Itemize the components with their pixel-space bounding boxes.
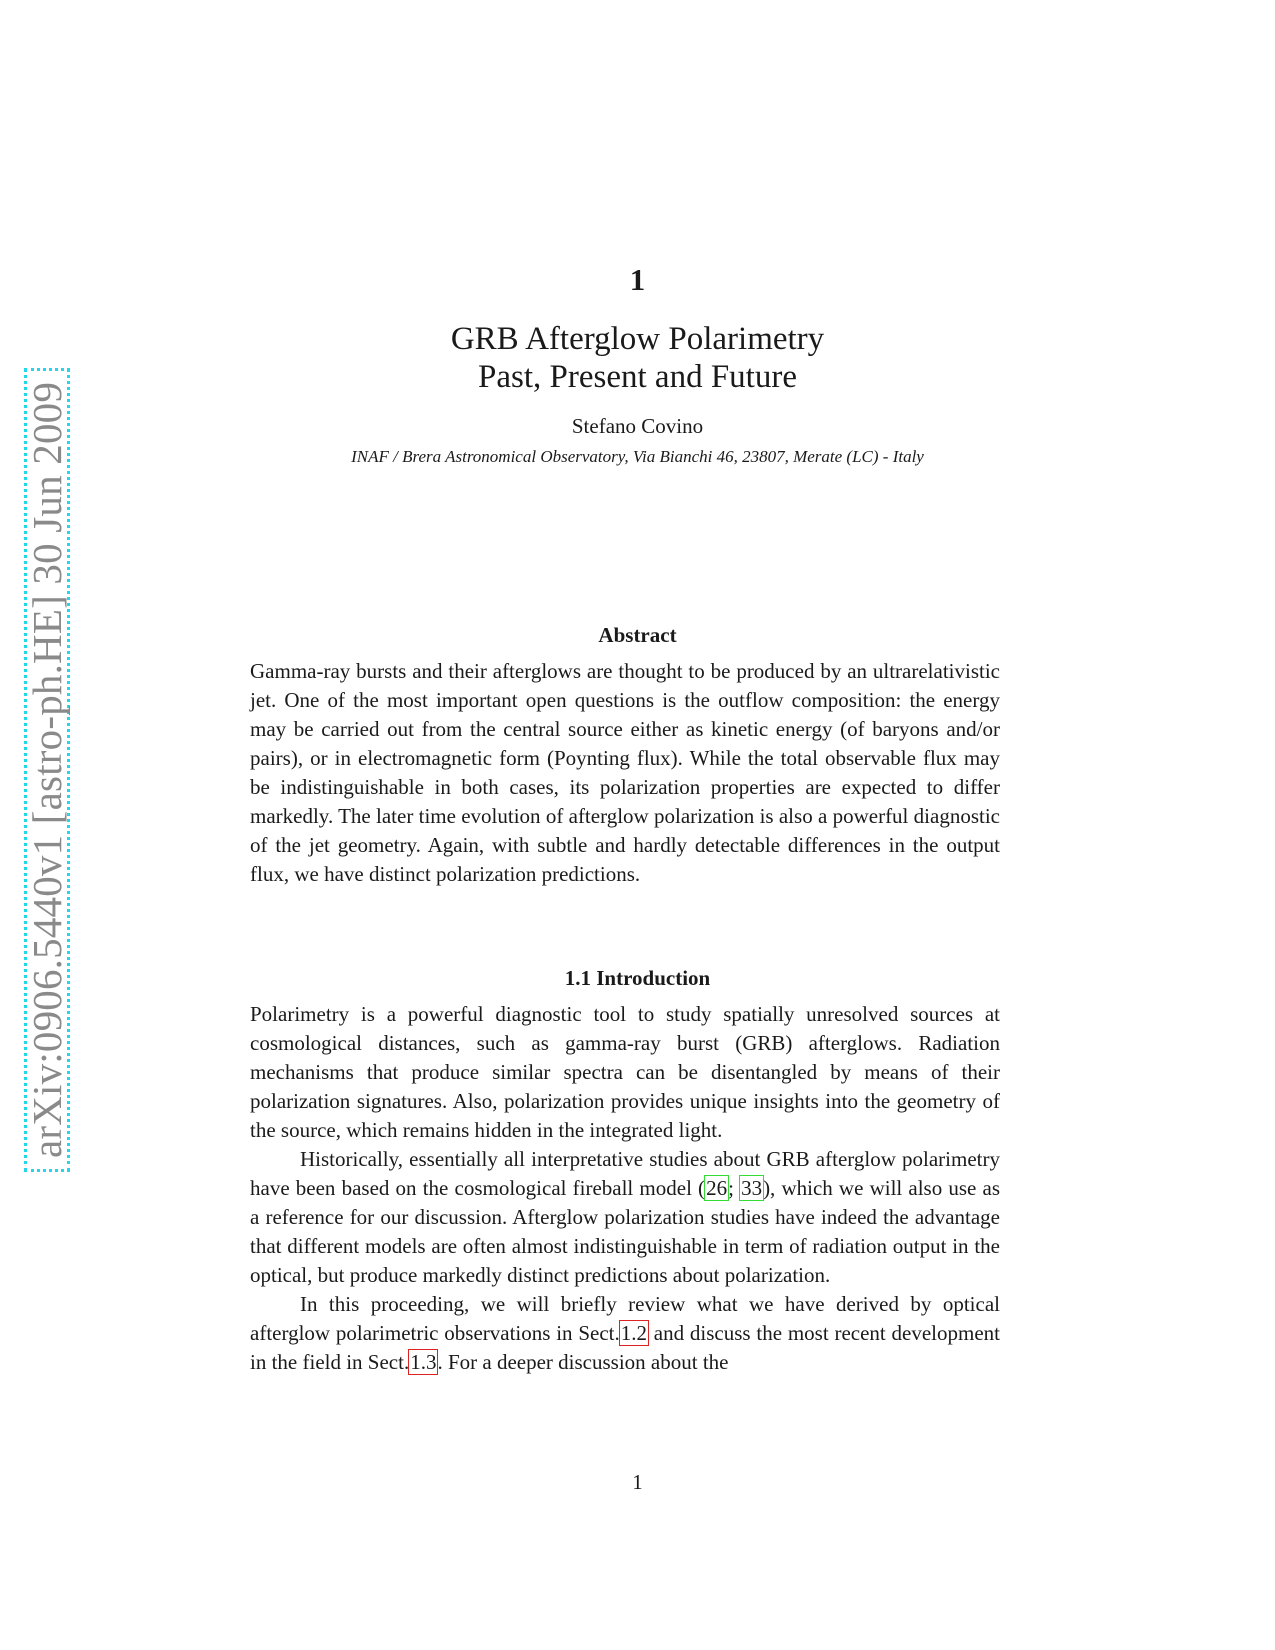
page-number: 1 <box>632 1470 643 1494</box>
introduction-body <box>250 1000 1000 1377</box>
abstract-text: Gamma-ray bursts and their afterglows are thought to be produced by an ultrarelativistic jet. One of the most important open questions is the outflow composition: the energy may be carried out from the central source either as kinetic energy (of baryons and/or pairs), or in electromagnetic form (Poynting flux). While the total observable flux may be indistinguishable in both cases, its polarization properties are expected to differ markedly. The later time evolution of afterglow polarization is also a powerful diagnostic of the jet geometry. Again, with subtle and hardly detectable differences in the output flux, we have distinct polarization predictions. <box>250 659 1000 886</box>
intro-paragraph-1: Polarimetry is a powerful diagnostic tool to study spatially unresolved sources at cosmological distances, such as gamma-ray burst (GRB) afterglows. Radiation mechanisms that produce similar spectra can be disentangled by means of their polarization signatures. Also, polarization provides unique insights into the geometry of the source, which remains hidden in the integrated light. <box>250 1002 1000 1142</box>
title-line-2: Past, Present and Future <box>478 359 797 395</box>
chapter-number: 1 <box>629 262 646 297</box>
intro-paragraph-3-text-a: In this proceeding, we will briefly review what we have derived by optical afterglow polarimetric observations in Sect. <box>250 1292 1000 1345</box>
section-link-1-2[interactable]: 1.2 <box>620 1321 648 1345</box>
intro-paragraph-3-text-c: . For a deeper discussion about the <box>437 1350 729 1374</box>
abstract-heading: Abstract <box>598 623 677 647</box>
citation-separator: ; <box>728 1176 741 1200</box>
arxiv-identifier-stamp <box>24 368 70 1172</box>
author-name: Stefano Covino <box>571 414 704 438</box>
paper-title <box>0 320 1275 396</box>
intro-paragraph-2-text-a: Historically, essentially all interpretative studies about GRB afterglow polarimetry have been based on the cosmological fireball model ( <box>250 1147 1000 1200</box>
intro-paragraph-2 <box>250 1145 1000 1290</box>
intro-paragraph-3-text-b: and discuss the most recent development in the field in Sect. <box>250 1321 1001 1374</box>
arxiv-identifier-text: arXiv:0906.5440v1 [astro-ph.HE] 30 Jun 2009 <box>24 381 70 1159</box>
intro-paragraph-3 <box>250 1290 1000 1377</box>
author-affiliation: INAF / Brera Astronomical Observatory, Via Bianchi 46, 23807, Merate (LC) - Italy <box>351 447 924 466</box>
citation-link-33[interactable]: 33 <box>741 1176 763 1200</box>
intro-paragraph-2-text-b: ), which we will also use as a reference for our discussion. Afterglow polarization studies have indeed the advantage that different models are often almost indistinguishable in term of radiation output in the optical, but produce markedly distinct predictions about polarization. <box>250 1176 1001 1287</box>
section-heading-introduction: 1.1 Introduction <box>564 966 711 990</box>
citation-link-26[interactable]: 26 <box>706 1176 728 1200</box>
title-line-1: GRB Afterglow Polarimetry <box>450 321 825 357</box>
section-link-1-3[interactable]: 1.3 <box>410 1350 437 1374</box>
